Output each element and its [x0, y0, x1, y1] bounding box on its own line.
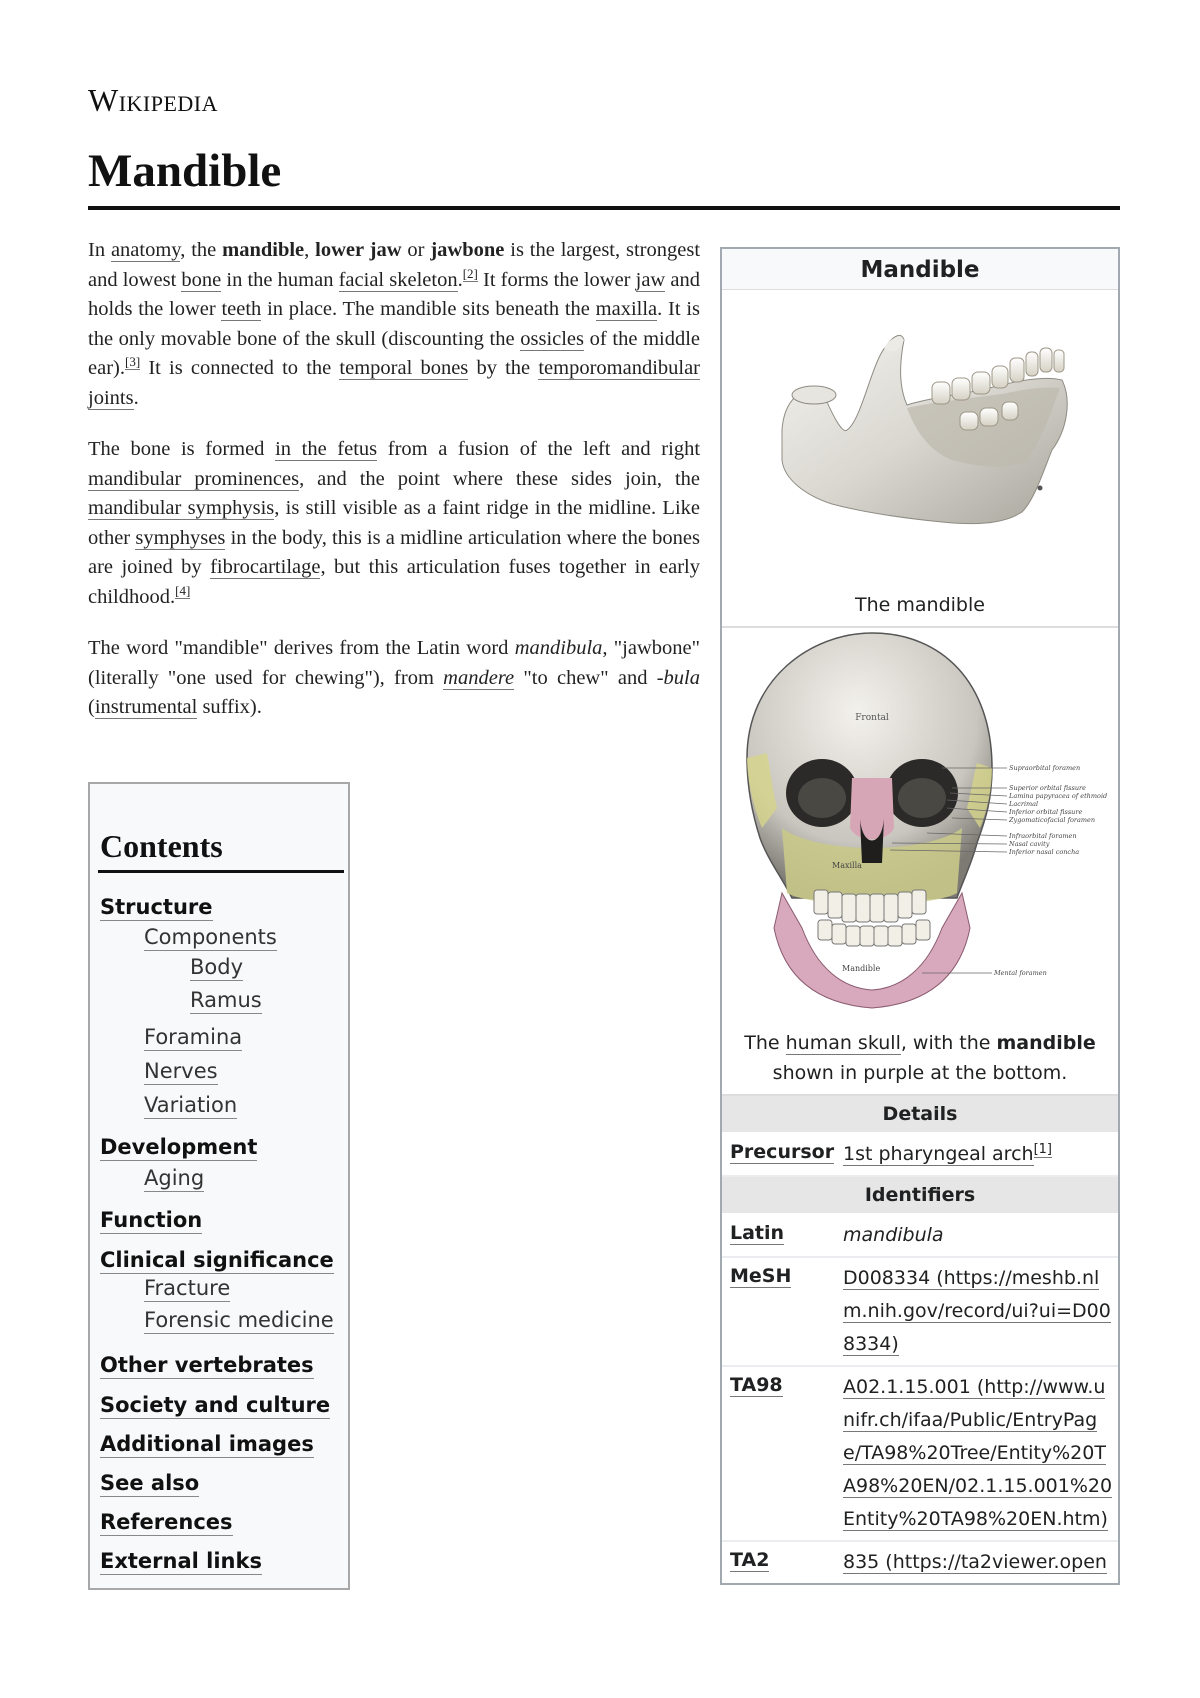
toc-item[interactable]: Body: [190, 955, 244, 979]
label-frontal: Frontal: [855, 713, 889, 723]
link-human-skull[interactable]: human skull: [785, 1032, 901, 1054]
toc-item[interactable]: External links: [100, 1549, 262, 1573]
ta98-label[interactable]: TA98: [730, 1374, 783, 1396]
infobox-image-2-cell: [722, 628, 1118, 1096]
label-inf-orbital-fissure: Inferior orbital fissure: [1009, 808, 1083, 816]
infobox-image-1-cell: [722, 290, 1118, 628]
label-lacrimal: Lacrimal: [1009, 800, 1039, 808]
link-mandere[interactable]: mandere: [443, 666, 515, 689]
toc-item[interactable]: Development: [100, 1135, 258, 1159]
table-of-contents: [88, 782, 350, 1590]
ta2-value[interactable]: 835 (https://ta2viewer.open: [843, 1551, 1107, 1573]
toc-item[interactable]: Aging: [144, 1166, 205, 1190]
toc-title: Contents: [100, 828, 223, 864]
latin-value: mandibula: [843, 1224, 944, 1246]
toc-item[interactable]: Function: [100, 1208, 203, 1232]
intro-paragraph-2: The bone is formed in the fetus from a fusion of the left and right mandibular prominences, and the point where these sides join, the mandibular symphysis, is still visible as a faint ridge in the midline. Like other symphyses in the body, this is a midline articulation where the bones are joined by fibrocartilage, but this articulation fuses together in early childhood.[4]: [88, 438, 701, 608]
link-anatomy[interactable]: anatomy: [110, 239, 181, 261]
label-maxilla: Maxilla: [832, 861, 862, 870]
toc-item[interactable]: Components: [144, 925, 277, 949]
link-mandibular-prominences[interactable]: mandibular prominences: [88, 467, 300, 490]
precursor-value[interactable]: 1st pharyngeal arch: [843, 1143, 1034, 1165]
toc-item[interactable]: Other vertebrates: [100, 1353, 314, 1377]
toc-item[interactable]: Fracture: [144, 1276, 231, 1300]
label-lamina: Lamina papyracea of ethmoid: [1009, 792, 1108, 800]
link-maxilla[interactable]: maxilla: [595, 298, 658, 320]
intro-paragraph-3: The word "mandible" derives from the Latin word mandibula, "jawbone" (literally "one used for chewing"), from mandere "to chew" and -bula (instrumental suffix).: [88, 637, 700, 718]
link-tmj[interactable]: temporomandibular joints: [88, 357, 701, 409]
link-jaw[interactable]: jaw: [635, 268, 666, 291]
link-teeth[interactable]: teeth: [221, 298, 262, 320]
ref-3[interactable]: [3]: [124, 354, 141, 370]
link-facial-skeleton[interactable]: facial skeleton: [338, 268, 458, 291]
label-nasal-cavity: Nasal cavity: [1009, 840, 1050, 848]
label-inf-nasal-concha: Inferior nasal concha: [1009, 848, 1080, 856]
ta98-row: [722, 1367, 1118, 1542]
label-infraorbital: Infraorbital foramen: [1009, 832, 1077, 840]
toc-item[interactable]: References: [100, 1510, 233, 1534]
toc-item[interactable]: Forensic medicine: [144, 1308, 334, 1332]
mesh-label[interactable]: MeSH: [730, 1265, 792, 1287]
label-mental: Mental foramen: [994, 969, 1047, 977]
toc-item[interactable]: Nerves: [144, 1059, 218, 1083]
link-mandibular-symphysis[interactable]: mandibular symphysis: [88, 497, 275, 519]
toc-item[interactable]: Foramina: [144, 1025, 243, 1049]
ta2-label[interactable]: TA2: [730, 1549, 770, 1571]
page-title: Mandible: [88, 145, 282, 197]
toc-item[interactable]: Society and culture: [100, 1393, 331, 1417]
toc-item[interactable]: Additional images: [100, 1432, 314, 1456]
ta2-row: [722, 1542, 1118, 1583]
link-temporal-bones[interactable]: temporal bones: [339, 357, 469, 379]
label-zygomaticofacial: Zygomaticofacial foramen: [1009, 816, 1096, 824]
infobox: [720, 247, 1120, 1585]
toc-item[interactable]: See also: [100, 1471, 200, 1495]
ref-2[interactable]: [2]: [462, 265, 478, 281]
details-header: Details: [722, 1096, 1118, 1134]
toc-item[interactable]: Ramus: [190, 988, 262, 1012]
intro-paragraph-1: In anatomy, the mandible, lower jaw or jawbone is the largest, strongest and lowest bone in the human facial skeleton.[2] It forms the lower jaw and holds the lower teeth in place. The mandible sits beneath the maxilla. It is the only movable bone of the skull (discounting the ossicles of the middle ear).[3] It is connected to the temporal bones by the temporomandibular joints.: [88, 239, 701, 409]
link-bone[interactable]: bone: [181, 268, 222, 291]
link-symphyses[interactable]: symphyses: [135, 526, 226, 549]
ref-4[interactable]: [4]: [175, 582, 191, 598]
toc-item[interactable]: Structure: [100, 895, 213, 919]
skull-illustration[interactable]: [722, 628, 1118, 1028]
latin-label[interactable]: Latin: [730, 1222, 785, 1244]
label-supraorbital: Supraorbital foramen: [1009, 764, 1081, 772]
mesh-row: [722, 1258, 1118, 1367]
link-instrumental[interactable]: instrumental: [94, 696, 198, 718]
image-2-caption: The human skull, with the mandible shown in purple at the bottom.: [744, 1032, 1096, 1084]
article-body: [88, 236, 700, 745]
ta98-value[interactable]: A02.1.15.001 (http://www.unifr.ch/ifaa/Public/EntryPage/TA98%20Tree/Entity%20TA98%20EN/02.1.15.001%20Entity%20TA98%20EN.htm): [843, 1376, 1113, 1530]
latin-row: [722, 1215, 1118, 1258]
title-divider: [88, 206, 1120, 210]
wikipedia-logo: Wikipedia: [88, 82, 219, 118]
toc-item[interactable]: Clinical significance: [100, 1248, 334, 1272]
mandible-photo[interactable]: [722, 290, 1118, 590]
precursor-row: [722, 1134, 1118, 1177]
mesh-value[interactable]: D008334 (https://meshb.nlm.nih.gov/record/ui?ui=D008334): [843, 1267, 1111, 1355]
toc-item[interactable]: Variation: [144, 1093, 238, 1117]
precursor-label[interactable]: Precursor: [730, 1141, 835, 1163]
ref-1[interactable]: [1]: [1033, 1141, 1052, 1157]
image-1-caption: The mandible: [855, 594, 985, 616]
toc-divider: [98, 870, 344, 873]
identifiers-header: Identifiers: [722, 1177, 1118, 1215]
link-fibrocartilage[interactable]: fibrocartilage: [210, 556, 321, 578]
link-ossicles[interactable]: ossicles: [520, 327, 585, 350]
infobox-title: Mandible: [722, 249, 1118, 290]
link-in-the-fetus[interactable]: in the fetus: [275, 438, 378, 460]
label-sup-orbital-fissure: Superior orbital fissure: [1009, 784, 1086, 792]
label-mandible: Mandible: [842, 964, 881, 973]
